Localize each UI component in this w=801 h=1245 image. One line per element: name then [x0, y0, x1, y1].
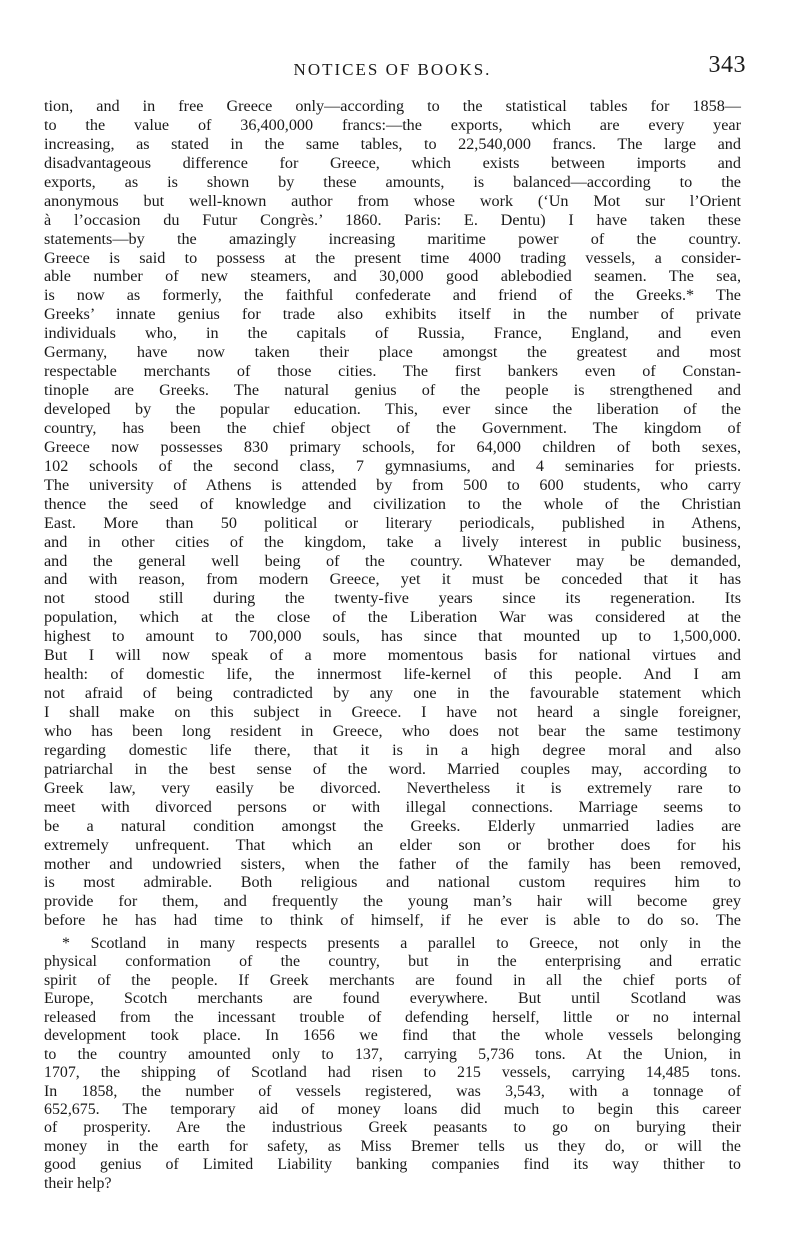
text-line: be a natural condition amongst the Greeks. Elderly unmarried ladies are	[44, 816, 741, 835]
text-line: Greece now possesses 830 primary schools, for 64,000 children of both sexes,	[44, 437, 741, 456]
text-line: 102 schools of the second class, 7 gymnasiums, and 4 seminaries for priests.	[44, 456, 741, 475]
text-line: But I will now speak of a more momentous basis for national virtues and	[44, 646, 741, 665]
footnote-line: 652,675. The temporary aid of money loans did much to begin this career	[44, 1100, 741, 1118]
running-title: NOTICES OF BOOKS.	[293, 60, 492, 79]
footnote-line: 1707, the shipping of Scotland had risen to 215 vessels, carrying 14,485 tons.	[44, 1064, 741, 1082]
footnote-line: * Scotland in many respects presents a parallel to Greece, not only in the	[62, 935, 741, 952]
text-line: before he has had time to think of himself, if he ever is able to do so. The	[44, 911, 741, 930]
text-line: Germany, have now taken their place amongst the greatest and most	[44, 343, 741, 362]
running-head	[44, 52, 746, 82]
text-line: and with reason, from modern Greece, yet it must be conceded that it has	[44, 570, 741, 589]
footnote-line: development took place. In 1656 we find that the whole vessels belonging	[44, 1027, 741, 1045]
text-line: highest to amount to 700,000 souls, has since that mounted up to 1,500,000.	[44, 627, 741, 646]
footnote-line: their help?	[44, 1174, 112, 1192]
footnote-line: Europe, Scotch merchants are found everywhere. But until Scotland was	[44, 990, 741, 1008]
text-line: Greek law, very easily be divorced. Nevertheless it is extremely rare to	[44, 778, 741, 797]
text-line: is now as formerly, the faithful confederate and friend of the Greeks.* The	[44, 286, 741, 305]
text-line: respectable merchants of those cities. The first bankers even of Constan-	[44, 362, 741, 381]
body-text	[44, 97, 741, 930]
text-line: country, has been the chief object of the Government. The kingdom of	[44, 418, 741, 437]
footnote	[44, 935, 741, 1193]
text-line: developed by the popular education. This, ever since the liberation of the	[44, 400, 741, 418]
text-line: anonymous but well-known author from whose work (‘Un Mot sur l’Orient	[44, 191, 741, 210]
text-line: is most admirable. Both religious and national custom requires him to	[44, 873, 741, 892]
text-line: I shall make on this subject in Greece. I have not heard a single foreigner,	[44, 703, 741, 721]
text-line: able number of new steamers, and 30,000 good ablebodied seamen. The sea,	[44, 267, 741, 286]
text-line: and the general well being of the country. Whatever may be demanded,	[44, 551, 741, 570]
text-line: provide for them, and frequently the young man’s hair will become grey	[44, 892, 741, 911]
text-line: to the value of 36,400,000 francs:—the exports, which are every year	[44, 115, 741, 134]
text-line: disadvantageous difference for Greece, which exists between imports and	[44, 153, 741, 172]
text-line: not stood still during the twenty-five years since its regeneration. Its	[44, 589, 741, 608]
text-line: mother and undowried sisters, when the father of the family has been removed,	[44, 854, 741, 873]
text-line: and in other cities of the kingdom, take a lively interest in public business,	[44, 532, 741, 551]
text-line: thence the seed of knowledge and civilization to the whole of the Christian	[44, 494, 741, 513]
text-line: increasing, as stated in the same tables, to 22,540,000 francs. The large and	[44, 134, 741, 153]
text-line: meet with divorced persons or with illegal connections. Marriage seems to	[44, 797, 741, 816]
text-line: East. More than 50 political or literary periodicals, published in Athens,	[44, 513, 741, 532]
footnote-line: to the country amounted only to 137, carrying 5,736 tons. At the Union, in	[44, 1045, 741, 1063]
text-line: health: of domestic life, the innermost life-kernel of this people. And I am	[44, 665, 741, 684]
text-line: The university of Athens is attended by from 500 to 600 students, who carry	[44, 475, 741, 494]
text-line: extremely unfrequent. That which an elder son or brother does for his	[44, 835, 741, 854]
text-line: individuals who, in the capitals of Russia, France, England, and even	[44, 324, 741, 343]
text-line: tinople are Greeks. The natural genius of the people is strengthened and	[44, 381, 741, 400]
text-line: tion, and in free Greece only—according to the statistical tables for 1858—	[44, 97, 741, 115]
footnote-line: spirit of the people. If Greek merchants are found in all the chief ports of	[44, 971, 741, 989]
text-line: who has been long resident in Greece, who does not bear the same testimony	[44, 721, 741, 740]
footnote-line: released from the incessant trouble of defending herself, little or no internal	[44, 1008, 741, 1026]
text-line: patriarchal in the best sense of the word. Married couples may, according to	[44, 759, 741, 778]
text-line: statements—by the amazingly increasing maritime power of the country.	[44, 229, 741, 248]
text-line: regarding domestic life there, that it is in a high degree moral and also	[44, 740, 741, 759]
text-line: exports, as is shown by these amounts, is balanced—according to the	[44, 172, 741, 191]
text-line: Greeks’ innate genius for trade also exhibits itself in the number of private	[44, 305, 741, 324]
footnote-line: physical conformation of the country, but in the enterprising and erratic	[44, 953, 741, 971]
footnote-line: In 1858, the number of vessels registered, was 3,543, with a tonnage of	[44, 1082, 741, 1100]
footnote-line: good genius of Limited Liability banking companies find its way thither to	[44, 1156, 741, 1174]
page-number: 343	[708, 52, 746, 78]
text-line: à l’occasion du Futur Congrès.’ 1860. Paris: E. Dentu) I have taken these	[44, 210, 741, 229]
footnote-line: money in the earth for safety, as Miss Bremer tells us they do, or will the	[44, 1137, 741, 1155]
text-line: population, which at the close of the Liberation War was considered at the	[44, 608, 741, 627]
text-line: Greece is said to possess at the present time 4000 trading vessels, a consider-	[44, 248, 741, 267]
text-line: not afraid of being contradicted by any one in the favourable statement which	[44, 684, 741, 703]
footnote-line: of prosperity. Are the industrious Greek peasants to go on burying their	[44, 1119, 741, 1137]
